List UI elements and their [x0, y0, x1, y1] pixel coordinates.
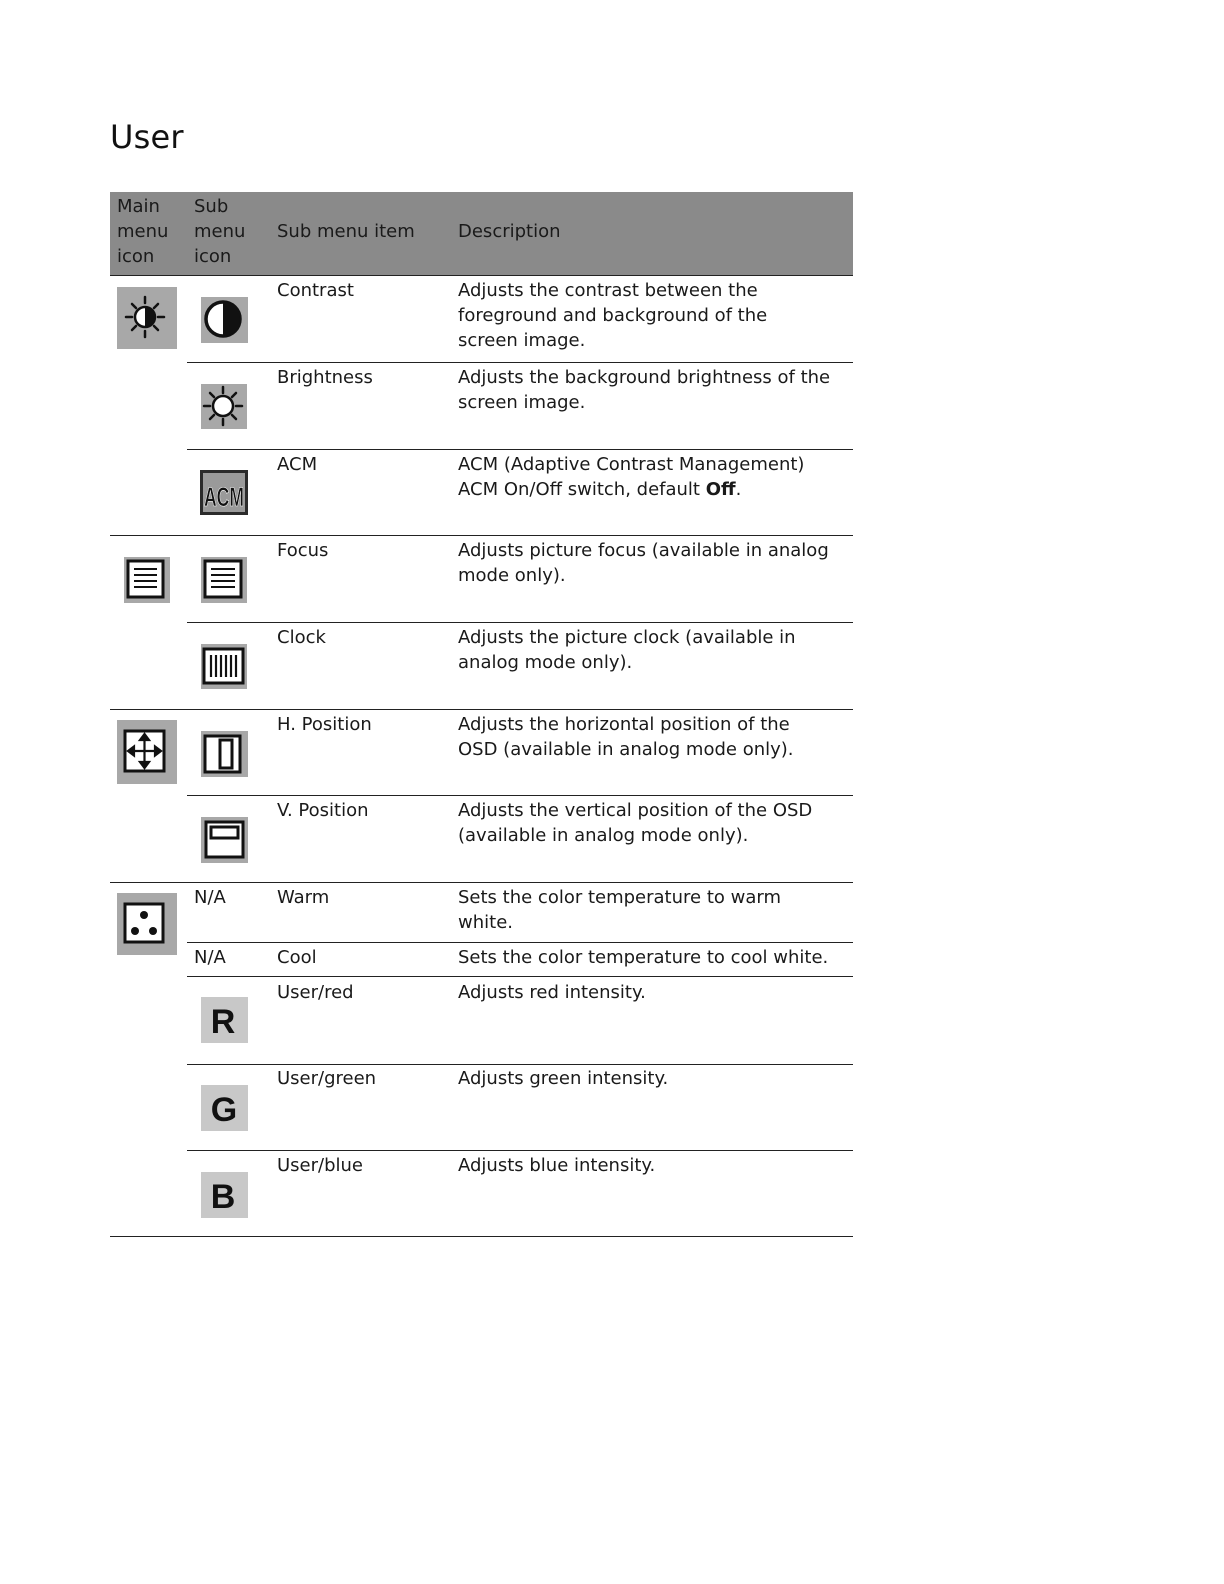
group-divider: [110, 882, 853, 883]
row-divider: [187, 362, 853, 363]
acm-icon-label: ACM: [204, 482, 244, 512]
sub-icon-na: N/A: [194, 947, 226, 968]
header-description: Description: [458, 221, 561, 242]
green-icon: [201, 1085, 248, 1131]
item-user-green: User/green: [277, 1068, 377, 1089]
item-brightness: Brightness: [277, 367, 373, 388]
sub-icon-na: N/A: [194, 887, 226, 908]
focus-icon: [201, 557, 247, 603]
item-focus: Focus: [277, 540, 329, 561]
group-divider: [110, 535, 853, 536]
blue-icon-letter: B: [210, 1178, 236, 1216]
page-title: User: [110, 118, 184, 156]
desc-brightness: Adjusts the background brightness of the screen image.: [458, 367, 831, 413]
blue-icon: [201, 1172, 248, 1218]
desc-contrast: Adjusts the contrast between the foreground and background of the screen image.: [458, 280, 768, 351]
row-divider: [187, 1064, 853, 1065]
red-icon: [201, 997, 248, 1043]
position-icon: [117, 720, 177, 784]
picture-icon: [117, 287, 177, 349]
h-position-icon: [201, 731, 248, 777]
row-divider: [187, 795, 853, 796]
desc-h-position: Adjusts the horizontal position of the OSD (available in analog mode only).: [458, 714, 794, 760]
desc-cool: Sets the color temperature to cool white.: [458, 947, 829, 968]
item-acm: ACM: [277, 454, 318, 475]
row-divider: [187, 1150, 853, 1151]
item-warm: Warm: [277, 887, 330, 908]
table-bottom-rule: [110, 1236, 853, 1237]
contrast-icon: [201, 297, 248, 343]
desc-user-green: Adjusts green intensity.: [458, 1068, 669, 1089]
desc-acm: ACM (Adaptive Contrast Management) ACM On/Off switch, default Off.: [458, 454, 805, 500]
item-h-position: H. Position: [277, 714, 372, 735]
header-sub-menu-icon: Sub menu icon: [194, 196, 246, 267]
desc-focus: Adjusts picture focus (available in analog mode only).: [458, 540, 829, 586]
desc-user-red: Adjusts red intensity.: [458, 982, 646, 1003]
acm-icon: [200, 470, 248, 515]
v-position-icon: [201, 817, 248, 863]
item-user-red: User/red: [277, 982, 354, 1003]
row-divider: [187, 942, 853, 943]
item-user-blue: User/blue: [277, 1155, 364, 1176]
brightness-icon: [201, 384, 247, 429]
group-divider: [110, 709, 853, 710]
red-icon-letter: R: [210, 1003, 236, 1041]
row-divider: [187, 622, 853, 623]
desc-warm: Sets the color temperature to warm white.: [458, 887, 781, 933]
item-clock: Clock: [277, 627, 326, 648]
row-divider: [187, 449, 853, 450]
color-temp-icon: [117, 893, 177, 955]
item-contrast: Contrast: [277, 280, 354, 301]
clock-icon: [201, 644, 247, 689]
desc-clock: Adjusts the picture clock (available in analog mode only).: [458, 627, 796, 673]
item-v-position: V. Position: [277, 800, 369, 821]
focus-clock-icon: [124, 557, 170, 603]
row-divider: [187, 976, 853, 977]
desc-v-position: Adjusts the vertical position of the OSD (available in analog mode only).: [458, 800, 813, 846]
item-cool: Cool: [277, 947, 317, 968]
green-icon-letter: G: [210, 1091, 238, 1129]
desc-user-blue: Adjusts blue intensity.: [458, 1155, 656, 1176]
header-main-menu-icon: Main menu icon: [117, 196, 169, 267]
header-sub-menu-item: Sub menu item: [277, 221, 415, 242]
